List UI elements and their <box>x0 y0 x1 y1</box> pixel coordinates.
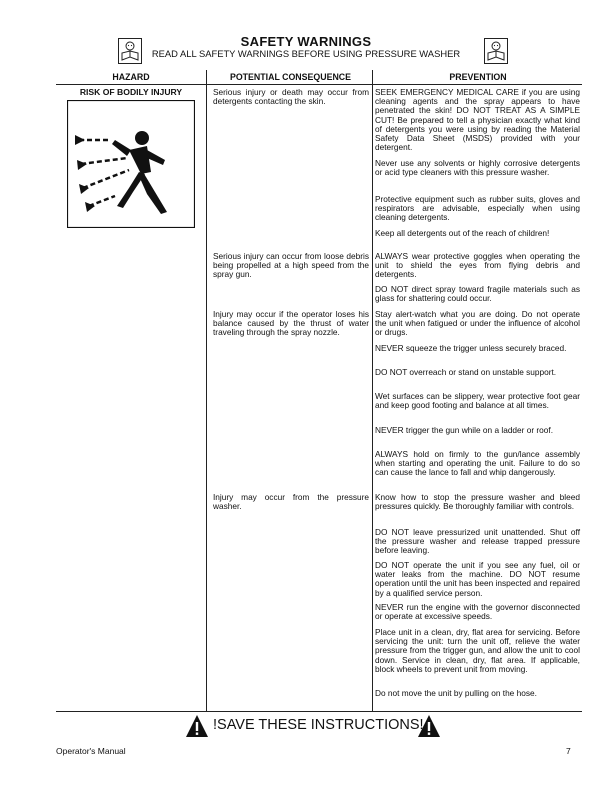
header-divider <box>56 84 582 85</box>
prevention-text: Know how to stop the pressure washer and bleed pressures quickly. Be thoroughly familiar with controls. <box>375 492 580 512</box>
prevention-text: Keep all detergents out of the reach of children! <box>375 228 550 238</box>
table-bottom-rule <box>56 711 582 712</box>
column-divider <box>372 70 373 711</box>
prevention-text: ALWAYS hold on firmly to the gun/lance assembly when starting and operating the unit. Failure to do so can cause the lance to fall and whip dangerously. <box>375 449 580 478</box>
prevention-text: NEVER squeeze the trigger unless securely braced. <box>375 343 567 353</box>
footer-manual-label: Operator's Manual <box>56 746 126 756</box>
consequence-text: Serious injury can occur from loose debris being propelled at a high speed from the spray gun. <box>213 251 369 280</box>
page-title: SAFETY WARNINGS <box>240 34 372 49</box>
prevention-text: DO NOT operate the unit if you see any fuel, oil or water leaks from the machine. DO NOT resume operation until the unit has been inspected and repaired by a qualified service person. <box>375 560 580 598</box>
column-header-prevention: PREVENTION <box>449 72 507 82</box>
column-header-consequence: POTENTIAL CONSEQUENCE <box>229 72 352 82</box>
prevention-text: Never use any solvents or highly corrosive detergents or acid type cleaners with this pressure washer. <box>375 158 580 178</box>
consequence-text: Serious injury or death may occur from detergents contacting the skin. <box>213 87 369 107</box>
prevention-text: NEVER trigger the gun while on a ladder or roof. <box>375 425 554 435</box>
prevention-text: Protective equipment such as rubber suits, gloves and respirators are advisable, especially when using cleaning detergents. <box>375 194 580 223</box>
prevention-text: SEEK EMERGENCY MEDICAL CARE if you are using cleaning agents and the spray appears to have penetrated the skin! DO NOT TREAT AS A SIMPLE CUT! Be prepared to tell a physician exactly what kind of detergents you were using by reading the Material Safety Data Sheet (MSDS) provided with your detergent. <box>375 87 580 153</box>
consequence-text: Injury may occur if the operator loses his balance caused by the thrust of water traveling through the spray nozzle. <box>213 309 369 338</box>
prevention-text: Do not move the unit by pulling on the hose. <box>375 688 537 698</box>
prevention-text: Stay alert-watch what you are doing. Do not operate the unit when fatigued or under the influence of alcohol or drugs. <box>375 309 580 338</box>
warning-triangle-icon <box>185 714 209 738</box>
prevention-text: DO NOT direct spray toward fragile materials such as glass for shattering could occur. <box>375 284 580 304</box>
save-instructions-banner: !SAVE THESE INSTRUCTIONS! <box>213 717 424 733</box>
consequence-text: Injury may occur from the pressure washer. <box>213 492 369 512</box>
prevention-text: DO NOT leave pressurized unit unattended. Shut off the pressure washer and release trapped pressure before leaving. <box>375 527 580 556</box>
prevention-text: NEVER run the engine with the governor disconnected or operate at excessive speeds. <box>375 602 580 622</box>
prevention-text: DO NOT overreach or stand on unstable support. <box>375 367 557 377</box>
page-subtitle: READ ALL SAFETY WARNINGS BEFORE USING PRESSURE WASHER <box>151 48 461 59</box>
spray-injury-pictogram-icon <box>67 100 195 228</box>
hazard-label: RISK OF BODILY INJURY <box>79 87 183 97</box>
prevention-text: ALWAYS wear protective goggles when operating the unit to shield the eyes from flying debris and detergents. <box>375 251 580 280</box>
column-header-hazard: HAZARD <box>112 72 150 82</box>
prevention-text: Wet surfaces can be slippery, wear protective foot gear and keep good footing and balance at all times. <box>375 391 580 411</box>
prevention-text: Place unit in a clean, dry, flat area for servicing. Before servicing the unit: turn the unit off, relieve the water pressure from the trigger gun, and allow the unit to cool down. Service in clean, dry, flat area. If applicable, block wheels to prevent unit from moving. <box>375 627 580 674</box>
page-number: 7 <box>566 746 571 756</box>
column-divider <box>206 70 207 711</box>
warning-triangle-icon <box>417 714 441 738</box>
